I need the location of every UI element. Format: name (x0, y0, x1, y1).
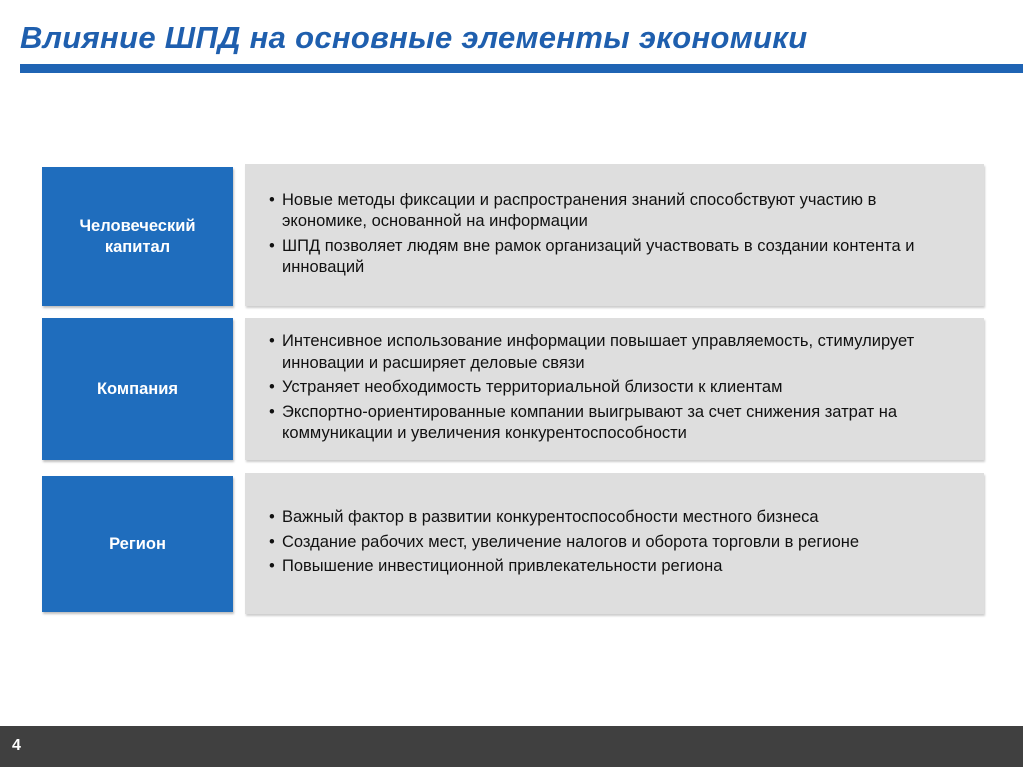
section-content-box (245, 473, 984, 614)
title-underline-bar (20, 64, 1023, 73)
section-label: Человеческий капитал (79, 216, 196, 256)
bullet-list (245, 330, 984, 448)
bullet-item: • Повышение инвестиционной привлекательности региона (267, 556, 859, 578)
section-label-box (42, 318, 233, 460)
section-label: Компания (96, 379, 179, 398)
page-number: 4 (12, 737, 21, 754)
section-label: Регион (109, 534, 166, 553)
bullet-list (245, 189, 984, 282)
bullet-item: • Интенсивное использование информации повышает управляемость, стимулирует инновации и расширяет деловые связи (267, 331, 954, 374)
bullet-item: • Новые методы фиксации и распространения знаний способствуют участию в экономике, основанной на информации (267, 190, 954, 233)
section-content-box (245, 318, 984, 460)
bullet-item: • Создание рабочих мест, увеличение налогов и оборота торговли в регионе (267, 532, 859, 554)
section-label-box (42, 476, 233, 612)
section-label-box (42, 167, 233, 306)
bullet-list (245, 506, 889, 581)
bullet-item: • Экспортно-ориентированные компании выигрывают за счет снижения затрат на коммуникации и увеличения конкурентоспособности (267, 402, 954, 445)
section-content-box (245, 164, 984, 306)
bullet-item: • Важный фактор в развитии конкурентоспособности местного бизнеса (267, 507, 859, 529)
footer-bar (0, 726, 1023, 767)
slide-title: Влияние ШПД на основные элементы экономики (20, 20, 808, 55)
bullet-item: • Устраняет необходимость территориальной близости к клиентам (267, 377, 954, 399)
bullet-item: • ШПД позволяет людям вне рамок организаций участвовать в создании контента и инноваций (267, 236, 954, 279)
